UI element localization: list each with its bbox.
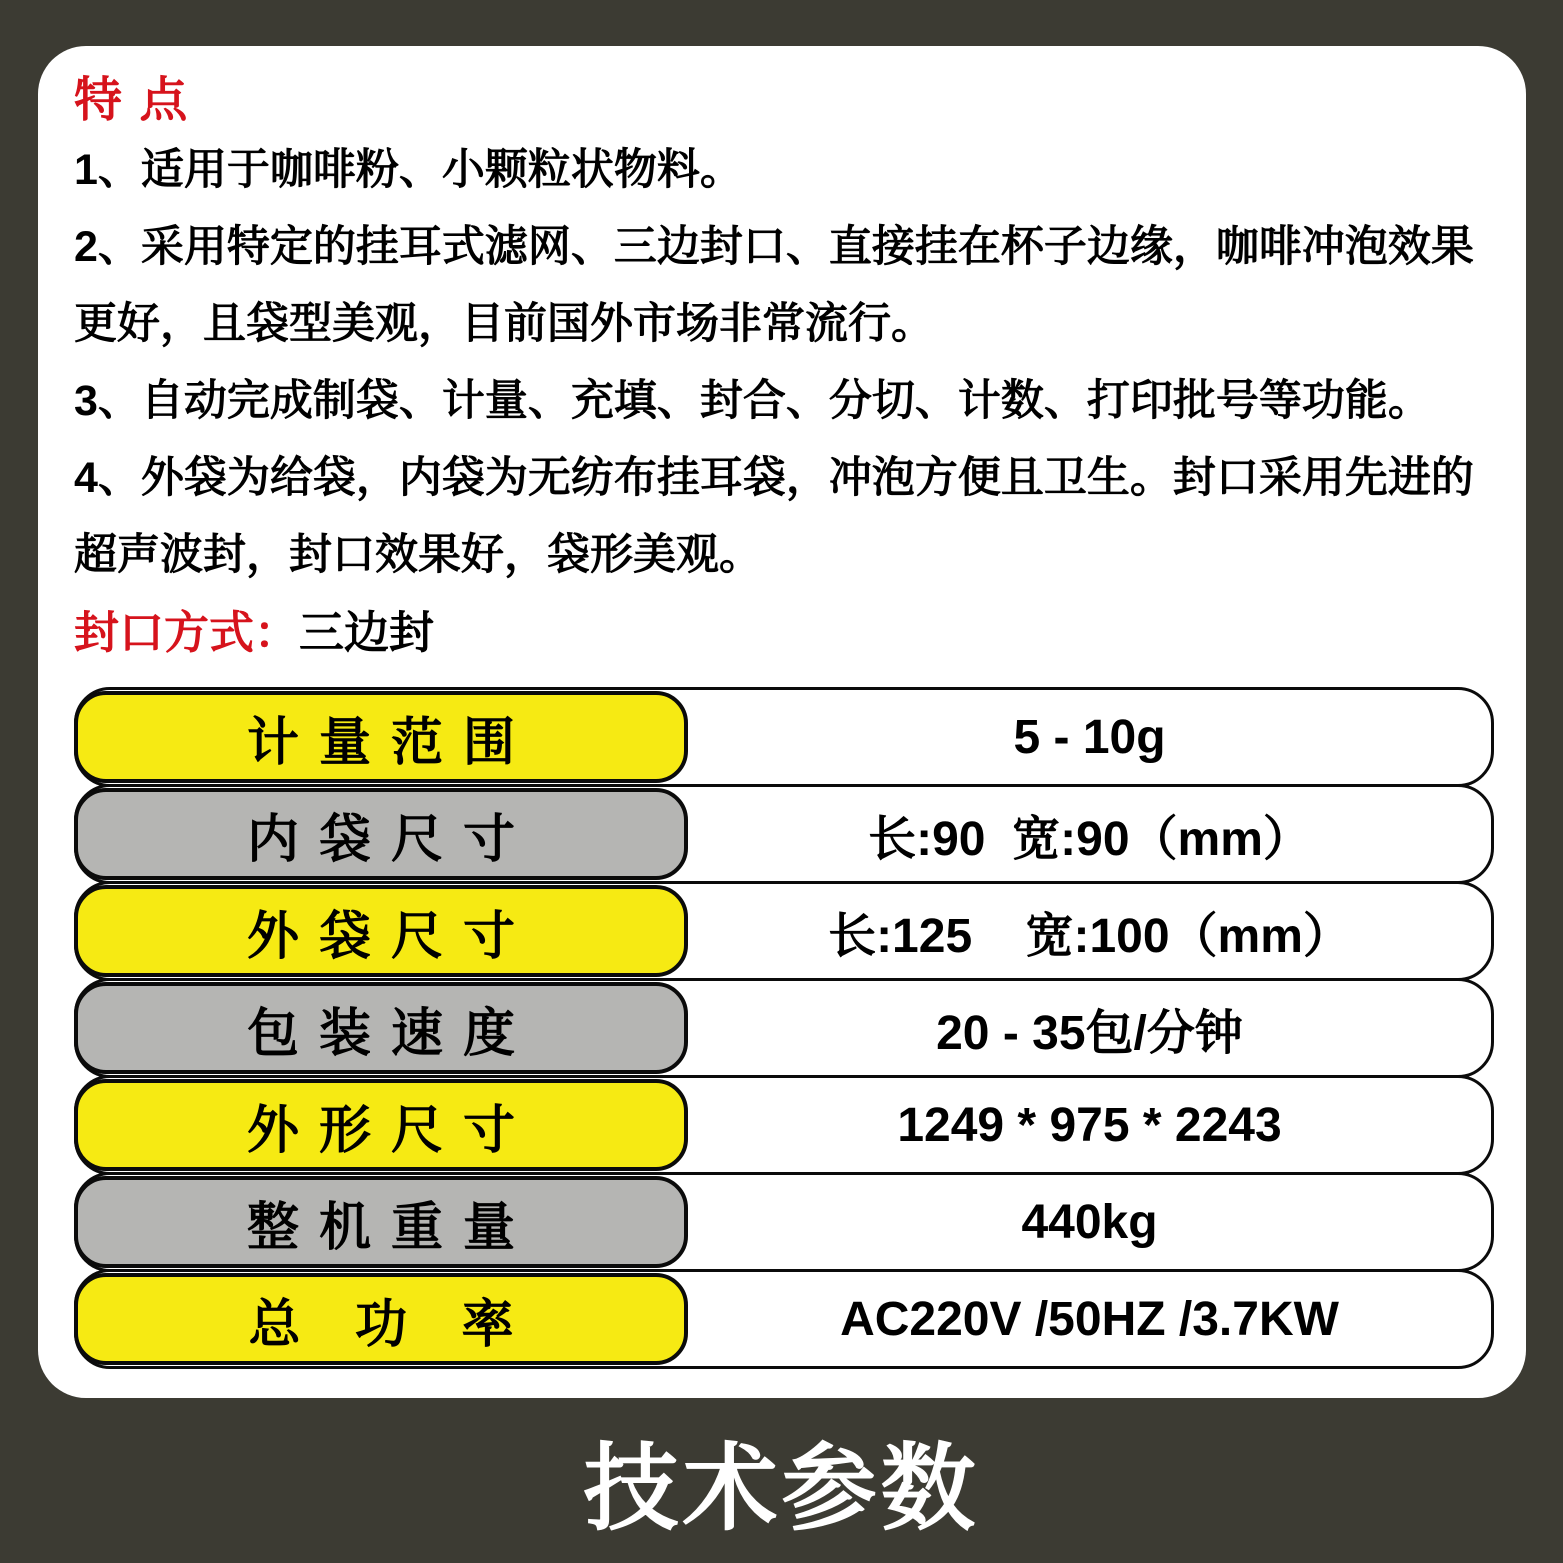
feature-line: 超声波封，封口效果好，袋形美观。	[74, 531, 762, 579]
table-row	[74, 1075, 1494, 1175]
spec-label-cell: 包装速度	[74, 982, 688, 1074]
table-row	[74, 687, 1494, 787]
features-title: 特 点	[74, 74, 190, 127]
spec-label-cell: 整机重量	[74, 1176, 688, 1268]
table-row	[74, 881, 1494, 981]
page-title: 技术参数	[583, 1435, 980, 1542]
spec-table	[74, 687, 1494, 1369]
spec-label-cell: 外袋尺寸	[74, 885, 688, 977]
spec-card	[38, 46, 1526, 1398]
spec-label-cell: 外形尺寸	[74, 1079, 688, 1171]
feature-line: 3、自动完成制袋、计量、充填、封合、分切、计数、打印批号等功能。	[74, 377, 1431, 425]
table-row	[74, 1172, 1494, 1272]
spec-value-cell: 长:90 宽:90（mm）	[868, 812, 1311, 866]
seal-method-line	[74, 594, 1496, 671]
spec-value-cell: 1249 * 975 * 2243	[897, 1098, 1282, 1152]
spec-value-cell: 5 - 10g	[1013, 710, 1166, 764]
features-list	[74, 132, 1496, 594]
spec-value-cell: AC220V /50HZ /3.7KW	[840, 1292, 1339, 1346]
feature-line: 更好，且袋型美观，目前国外市场非常流行。	[74, 300, 934, 348]
spec-value-cell: 20 - 35包/分钟	[936, 1006, 1243, 1060]
table-row	[74, 1269, 1494, 1369]
seal-method-label: 封口方式：	[74, 607, 300, 658]
feature-line: 2、采用特定的挂耳式滤网、三边封口、直接挂在杯子边缘，咖啡冲泡效果	[74, 223, 1474, 271]
spec-value-cell: 440kg	[1021, 1195, 1158, 1249]
spec-label-cell: 总 功 率	[74, 1273, 688, 1365]
feature-line: 4、外袋为给袋，内袋为无纺布挂耳袋，冲泡方便且卫生。封口采用先进的	[74, 454, 1474, 502]
spec-label-cell: 内袋尺寸	[74, 788, 688, 880]
spec-value-cell: 长:125 宽:100（mm）	[828, 909, 1351, 963]
table-row	[74, 978, 1494, 1078]
feature-line: 1、适用于咖啡粉、小颗粒状物料。	[74, 146, 743, 194]
seal-method-value: 三边封	[299, 607, 435, 658]
table-row	[74, 784, 1494, 884]
spec-label-cell: 计量范围	[74, 691, 688, 783]
